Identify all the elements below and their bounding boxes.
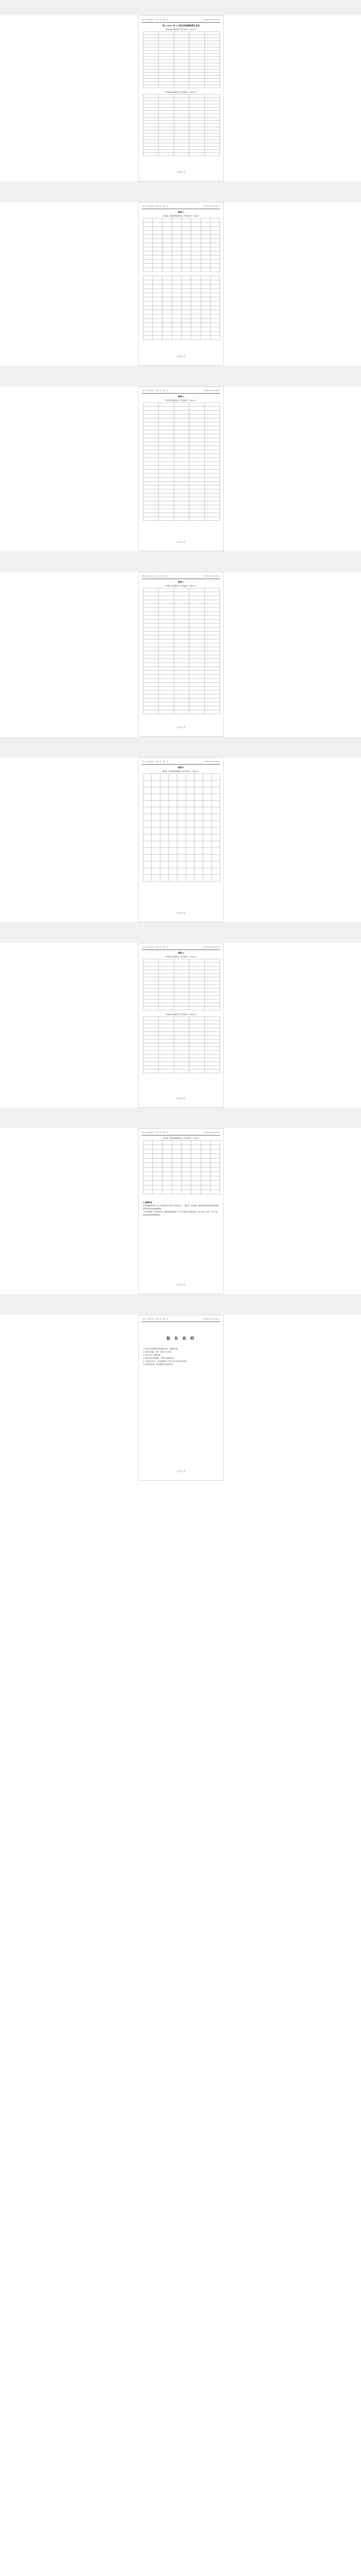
page-gap	[0, 551, 361, 572]
data-table	[143, 31, 220, 88]
page-footer: 第 页 共 页	[177, 912, 185, 914]
page-header: CMA · 2023(D)-3 · 第 2 页 · 第 3 页 HXCJ-QZ-2023-001-2	[142, 390, 220, 394]
table-title: 续表 6	[178, 395, 184, 398]
table-title: 续表 7	[178, 581, 184, 583]
page-gap	[0, 922, 361, 943]
table-subtitle: 非甲烷总烃检测结果（废气排放口）（Mg/m³）	[165, 1013, 198, 1015]
data-table	[143, 276, 220, 340]
report-page-1	[138, 15, 224, 181]
notes-title: 报 告 说 明	[166, 1336, 196, 1341]
page-footer: 第 页 共 页	[177, 541, 185, 543]
page-footer: 第 页 共 页	[177, 1470, 185, 1472]
table-subtitle: 二氧化硫、氮氧化物检测结果（废气排放口）（Mg/m³）	[161, 1137, 201, 1139]
section-heading: 4 检测结论	[143, 1201, 153, 1204]
page-gap	[0, 181, 361, 202]
table-subtitle: 非甲烷总烃检测结果（废气排放口）（Mg/m³）	[165, 399, 198, 401]
page-header: CMA · 2023(D)-3 · 第 2 页 · 第 3 页 HXCJ-QZ-2023-001-2	[142, 1132, 220, 1136]
conclusion-section	[143, 1201, 219, 1216]
note-item: 6. 送样委托检测，其检测结果仅对来样负责。	[143, 1363, 174, 1365]
page-footer: 第 页 共 页	[177, 726, 185, 728]
page-footer: 第 页 共 页	[177, 171, 185, 173]
page-header: CMA · 2023(D)-3 · 第 2 页 · 第 3 页 HXCJ-QZ-2023-001-2	[142, 575, 220, 579]
page-header: CMA · 2023(D)-3 · 第 2 页 · 第 3 页 HXCJ-QZ-2023-001-2	[142, 1318, 220, 1322]
page-header: CMA · 2023(D)-3 · 第 2 页 · 第 3 页 HXCJ-QZ-2023-001-2	[142, 946, 220, 950]
page-gap	[0, 1294, 361, 1315]
data-table	[143, 773, 220, 882]
page-gap	[0, 0, 361, 15]
page-header: CMA · 2023(D)-3 · 第 2 页 · 第 3 页 HXCJ-QZ-2023-001-2	[142, 206, 220, 209]
report-page-8	[138, 1315, 224, 1481]
page-header: CMA · 2023(D)-3 · 第 2 页 · 第 3 页 HXCJ-QZ-2023-001-2	[142, 761, 220, 765]
table-title: 表 4 2023 年 3 月各点位检测结果汇总表	[162, 24, 200, 27]
page-footer: 第 页 共 页	[177, 1097, 185, 1099]
report-page-3	[138, 386, 224, 551]
page-footer: 第 页 共 页	[177, 355, 185, 358]
table-subtitle: 非甲烷总烃检测结果（废气排放口）（Mg/m³）	[165, 91, 198, 93]
note-item: 3. 本报告涂改、增删无效。	[143, 1354, 162, 1356]
page-gap	[0, 1108, 361, 1128]
report-page-7	[138, 1128, 224, 1294]
data-table	[143, 218, 220, 272]
data-table	[143, 1016, 220, 1073]
notes-list	[143, 1347, 219, 1366]
data-table	[143, 94, 220, 156]
data-table	[143, 1140, 220, 1194]
report-page-2	[138, 202, 224, 366]
note-item: 2. 本报告无编制、审核、批准人签字无效。	[143, 1351, 173, 1353]
conclusion-paragraph: 本次检测结果表明，该公司有组织废气排放口非甲烷总烃、二氧化硫、氮氧化物、颗粒物排放浓度及排放速率均满足相应排放标准限值要求。	[143, 1205, 219, 1210]
table-subtitle: 二氧化硫、氮氧化物检测结果（废气排放口）（Mg/m³）	[161, 215, 201, 217]
page-gap	[0, 1481, 361, 2576]
page-header: CMA · 2023(D)-3 · 第 2 页 · 第 3 页 HXCJ-QZ-2023-001-2	[142, 19, 220, 23]
page-footer: 第 页 共 页	[177, 1284, 185, 1286]
table-subtitle: 颗粒物、烟气参数检测结果（废气排放口）（Mg/m³）	[162, 770, 200, 772]
note-item: 4. 未经本单位书面批准，不得部分复制本报告。	[143, 1357, 176, 1359]
note-item: 5. 对本报告有异议，请于收到报告之日起十五日内向本单位提出。	[143, 1360, 188, 1362]
data-table	[143, 402, 220, 521]
data-table	[143, 588, 220, 714]
note-item: 1. 本报告无检测单位检验检测专用章、骑缝章无效。	[143, 1348, 179, 1350]
table-title: 续表 8	[178, 766, 184, 769]
table-subtitle: 非甲烷总烃检测结果（废气排放口）（Mg/m³）	[165, 585, 198, 587]
page-gap	[0, 737, 361, 757]
report-page-4	[138, 572, 224, 737]
report-page-5	[138, 757, 224, 922]
conclusion-paragraph: 厂界无组织废气中非甲烷总烃、颗粒物浓度均满足《大气污染物综合排放标准》（GB 16297-1996）表2 无组织排放监控浓度限值要求。	[143, 1211, 218, 1216]
table-title: 续表 5	[178, 211, 184, 213]
data-table	[143, 959, 220, 1010]
table-subtitle: 非甲烷总烃检测结果（废气排放口）（Mg/m³）	[165, 28, 198, 30]
table-subtitle: 非甲烷总烃检测结果（废气排放口）（Mg/m³）	[165, 956, 198, 958]
page-gap	[0, 366, 361, 386]
report-page-6	[138, 943, 224, 1108]
table-title: 续表 9	[178, 952, 184, 954]
